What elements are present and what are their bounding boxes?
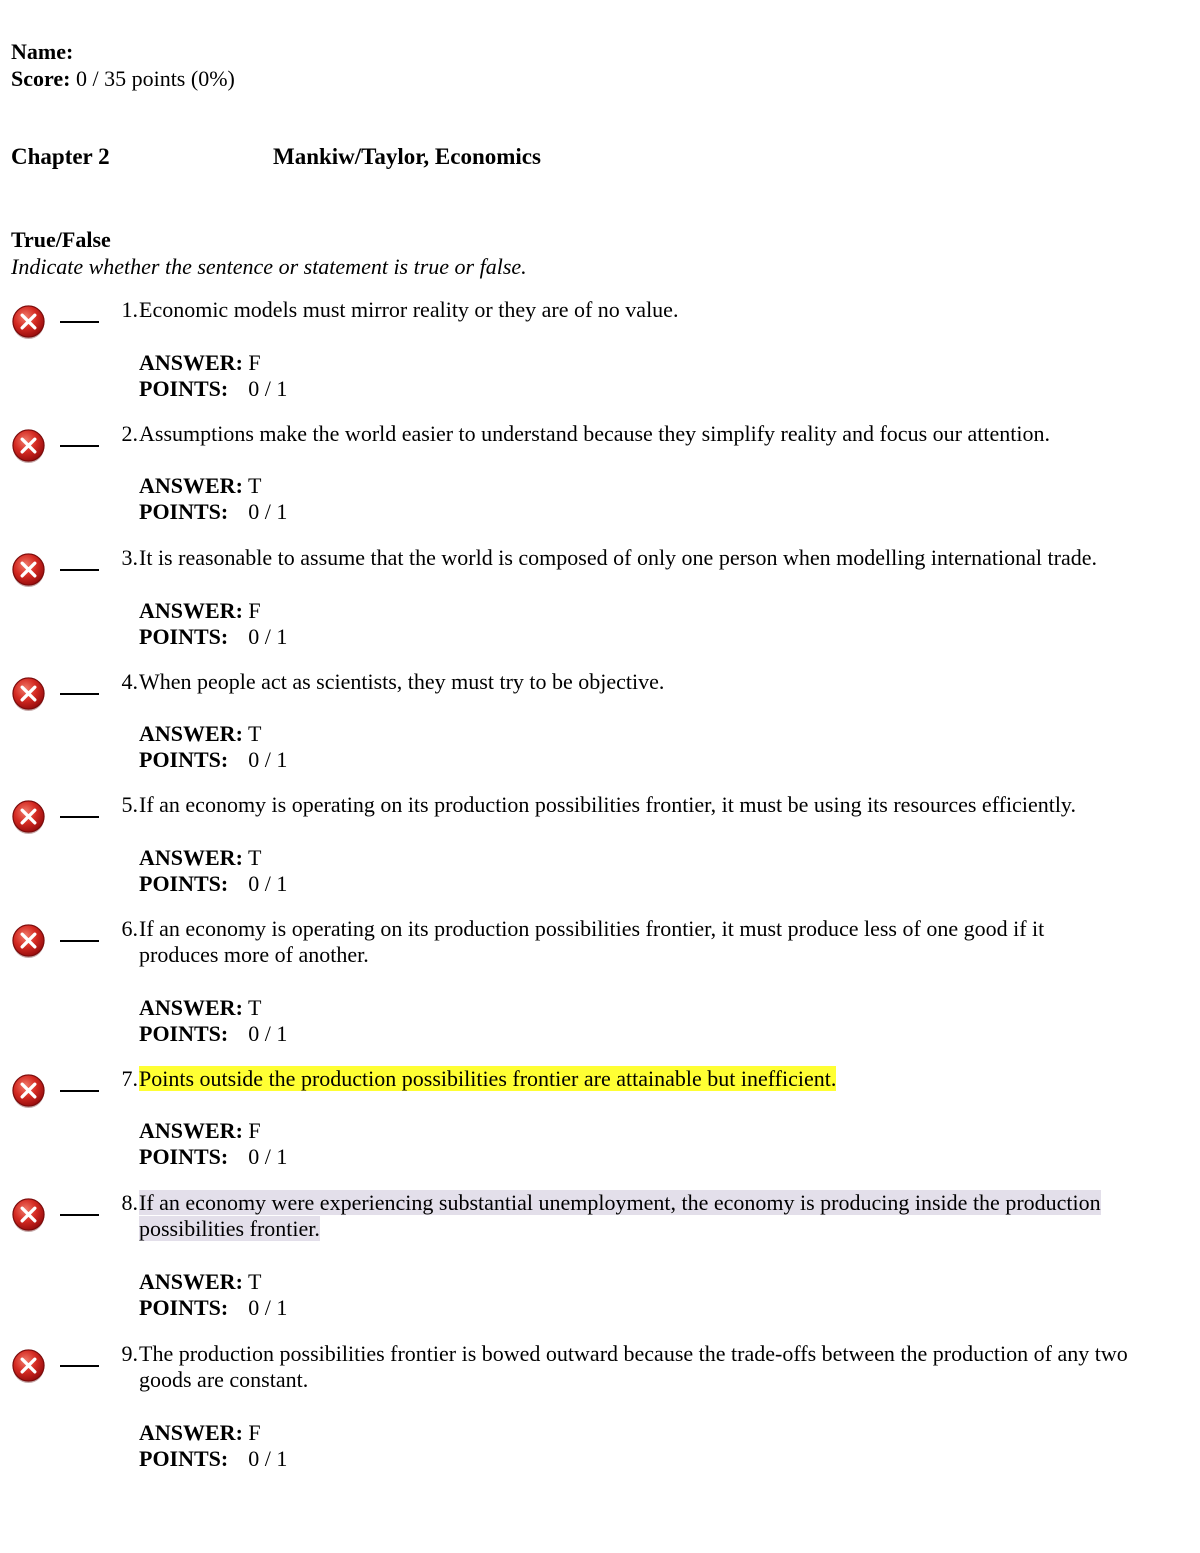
highlighted-text: If an economy were experiencing substantial unemployment, the economy is producing inside the production possibilities frontier. (139, 1190, 1101, 1241)
points-value: 0 / 1 (248, 747, 288, 772)
points-label: POINTS: (139, 624, 229, 649)
answer-label: ANSWER: (139, 598, 243, 623)
answer-value: T (248, 721, 262, 746)
points-label: POINTS: (139, 1021, 229, 1046)
question-number: 1. (121, 297, 138, 322)
answer-value: T (248, 1269, 262, 1294)
answer-block (139, 1118, 287, 1170)
points-value: 0 / 1 (248, 1446, 288, 1471)
answer-label: ANSWER: (139, 1420, 243, 1445)
x-circle-icon (11, 429, 46, 464)
score-line (11, 65, 235, 92)
answer-label: ANSWER: (139, 995, 243, 1020)
question-text (139, 1066, 1174, 1092)
question-number: 8. (121, 1190, 138, 1215)
question-text (139, 1190, 1174, 1242)
score-value: 0 / 35 points (0%) (75, 66, 235, 91)
answer-value: T (248, 995, 262, 1020)
section-title: True/False (11, 227, 111, 252)
answer-block (139, 598, 287, 650)
question-number: 9. (121, 1341, 138, 1366)
answer-blank[interactable] (60, 321, 99, 323)
points-label: POINTS: (139, 1295, 229, 1320)
x-circle-icon (11, 1198, 46, 1233)
answer-value: F (248, 350, 261, 375)
question-text: It is reasonable to assume that the world is composed of only one person when modelling international trade. (139, 545, 1097, 570)
answer-label: ANSWER: (139, 1269, 243, 1294)
answer-value: F (248, 1420, 261, 1445)
score-header (11, 38, 235, 92)
points-value: 0 / 1 (248, 376, 288, 401)
answer-blank[interactable] (60, 1214, 99, 1216)
question-number: 3. (121, 545, 138, 570)
answer-block (139, 995, 287, 1047)
answer-block (139, 1269, 287, 1321)
answer-block (139, 1420, 287, 1472)
answer-label: ANSWER: (139, 1118, 243, 1143)
points-label: POINTS: (139, 376, 229, 401)
points-label: POINTS: (139, 871, 229, 896)
answer-label: ANSWER: (139, 473, 243, 498)
answer-value: F (248, 598, 261, 623)
answer-blank[interactable] (60, 1090, 99, 1092)
question-number: 7. (121, 1066, 138, 1091)
answer-blank[interactable] (60, 816, 99, 818)
answer-label: ANSWER: (139, 845, 243, 870)
question-text: Assumptions make the world easier to understand because they simplify reality and focus our attention. (139, 421, 1050, 446)
points-label: POINTS: (139, 499, 229, 524)
question-number: 5. (121, 792, 138, 817)
points-value: 0 / 1 (248, 1144, 288, 1169)
question-text: When people act as scientists, they must try to be objective. (139, 669, 665, 694)
x-circle-icon (11, 924, 46, 959)
question-number: 6. (121, 916, 138, 941)
answer-value: T (248, 845, 262, 870)
answer-block (139, 350, 287, 402)
section-instructions: Indicate whether the sentence or statement is true or false. (11, 254, 527, 279)
answer-block (139, 721, 287, 773)
answer-blank[interactable] (60, 940, 99, 942)
answer-value: T (248, 473, 262, 498)
points-value: 0 / 1 (248, 1021, 288, 1046)
points-value: 0 / 1 (248, 624, 288, 649)
name-line (11, 38, 235, 65)
answer-label: ANSWER: (139, 350, 243, 375)
x-circle-icon (11, 1074, 46, 1109)
question-number: 2. (121, 421, 138, 446)
question-text: If an economy is operating on its production possibilities frontier, it must produce less of one good if it produces more of another. (139, 916, 1045, 967)
question-text: Economic models must mirror reality or they are of no value. (139, 297, 679, 322)
chapter-heading (11, 144, 541, 170)
question-number: 4. (121, 669, 138, 694)
section-heading (11, 226, 527, 280)
chapter-label: Chapter 2 (11, 144, 110, 169)
answer-blank[interactable] (60, 569, 99, 571)
points-value: 0 / 1 (248, 499, 288, 524)
answer-blank[interactable] (60, 445, 99, 447)
x-circle-icon (11, 1349, 46, 1384)
answer-label: ANSWER: (139, 721, 243, 746)
answer-block (139, 845, 287, 897)
points-value: 0 / 1 (248, 1295, 288, 1320)
points-value: 0 / 1 (248, 871, 288, 896)
name-label: Name: (11, 39, 74, 64)
x-circle-icon (11, 553, 46, 588)
answer-block (139, 473, 287, 525)
x-circle-icon (11, 800, 46, 835)
score-label: Score: (11, 66, 71, 91)
points-label: POINTS: (139, 1446, 229, 1471)
x-circle-icon (11, 305, 46, 340)
answer-blank[interactable] (60, 693, 99, 695)
answer-value: F (248, 1118, 261, 1143)
answer-blank[interactable] (60, 1365, 99, 1367)
highlighted-text: Points outside the production possibilities frontier are attainable but inefficient. (139, 1066, 837, 1091)
x-circle-icon (11, 677, 46, 712)
question-text: The production possibilities frontier is bowed outward because the trade-offs between the production of any two goods are constant. (139, 1341, 1128, 1392)
points-label: POINTS: (139, 747, 229, 772)
question-text: If an economy is operating on its production possibilities frontier, it must be using its resources efficiently. (139, 792, 1076, 817)
points-label: POINTS: (139, 1144, 229, 1169)
book-title: Mankiw/Taylor, Economics (273, 144, 541, 169)
